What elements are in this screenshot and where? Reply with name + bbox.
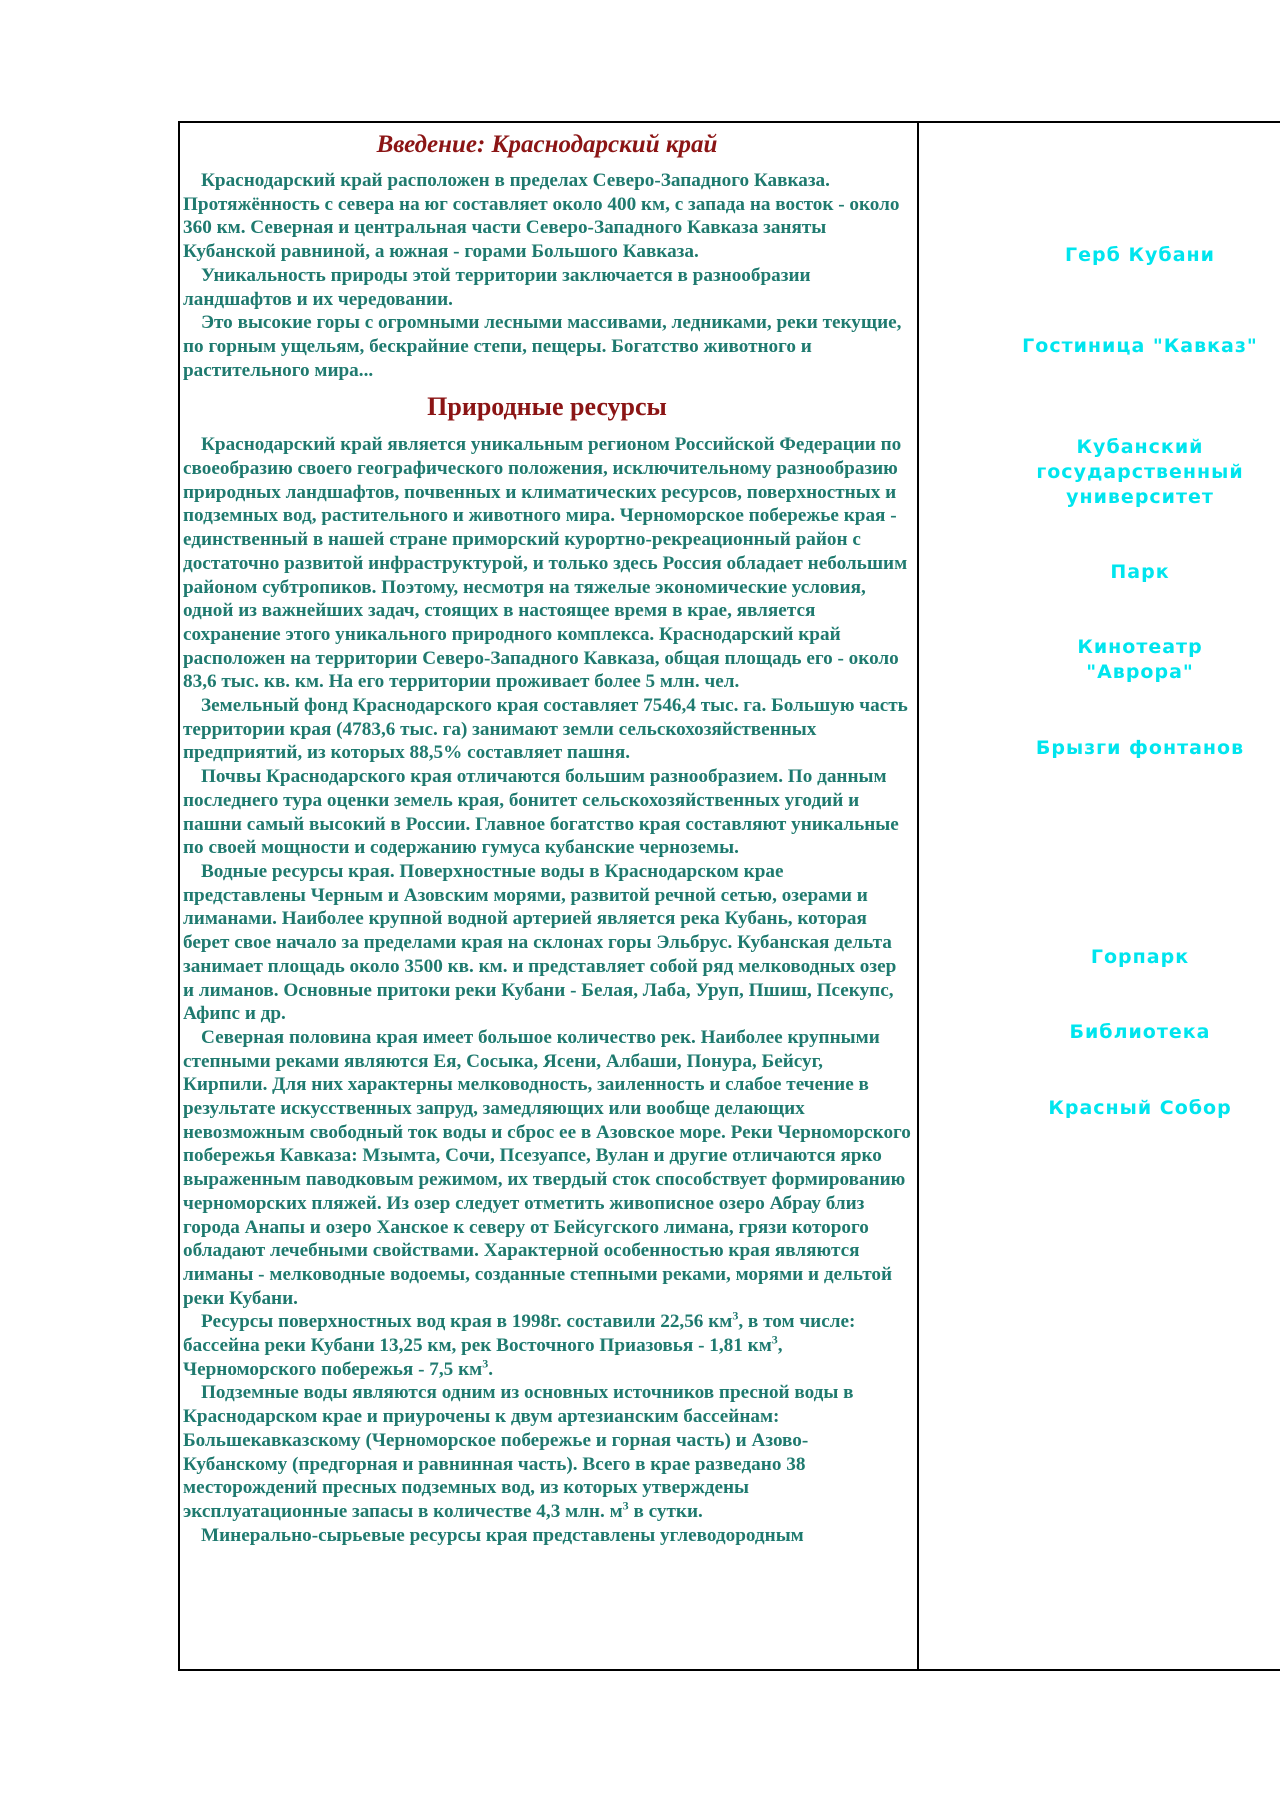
- surface-water-paragraph: Ресурсы поверхностных вод края в 1998г. составили 22,56 $км^3$, в том числе: бассейна реки Кубани 13,25 км, рек Восточного Приазовья - 1,81 $км^3$, Черноморского побережья - 7,5 $км^3$.: [183, 1308, 856, 1380]
- link-library[interactable]: Библиотека: [1069, 1021, 1211, 1043]
- intro-paragraph: Это высокие горы с огромными лесными массивами, ледниками, реки текущие, по горным ущельям, бескрайние степи, пещеры. Богатство животного и растительного мира...: [183, 312, 902, 381]
- intro-title: Введение: Краснодарский край: [376, 131, 718, 158]
- link-park[interactable]: Парк: [1110, 561, 1170, 583]
- water-paragraph: Водные ресурсы края. Поверхностные воды в Краснодарском крае представлены Черным и Азовским морями, развитой речной сетью, озерами и лиманами. Наиболее крупной водной артерией является река Кубань, которая берет свое начало за пределами края на склонах горы Эльбрус. Кубанская дельта занимает площадь около 3500 кв. км. и представляет собой ряд мелководных озер и лиманов. Основные притоки реки Кубани - Белая, Лаба, Уруп, Пшиш, Псекупс, Афипс и др.: [183, 860, 897, 1025]
- groundwater-paragraph: Подземные воды являются одним из основных источников пресной воды в Краснодарском крае и приурочены к двум артезианским бассейнам: Большекавказскому (Черноморское побережье и горная часть) и Азово-Кубанскому (предгорная и равнинная часть). Всего в крае разведано 38 месторождений пресных подземных вод, из которых утверждены эксплуатационные запасы в количестве 4,3 млн. $м^3$ в сутки.: [183, 1382, 854, 1522]
- link-gorpark[interactable]: Горпарк: [1090, 946, 1190, 968]
- link-cinema-avrora[interactable]: Кинотеатр "Аврора": [1077, 636, 1203, 683]
- rivers-paragraph: Северная половина края имеет большое количество рек. Наиболее крупными степными реками являются Ея, Сосыка, Ясени, Албаши, Понура, Бейсуг, Кирпили. Для них характерны мелководность, заиленность и слабое течение в результате искусственных запруд, замедляющих или вообще делающих невозможным свободный ток воды и сброс ее в Азовское море. Реки Черноморского побережья Кавказа: Мзымта, Сочи, Псезуапсе, Вулан и другие отличаются ярко выраженным паводковым режимом, их твердый сток способствует формированию черноморских пляжей. Из озер следует отметить живописное озеро Абрау близ города Анапы и озеро Ханское к северу от Бейсугского лимана, грязи которого обладают лечебными свойствами. Характерной особенностью края являются лиманы - мелководные водоемы, созданные степными реками, морями и дельтой реки Кубани.: [183, 1026, 911, 1309]
- link-red-cathedral[interactable]: Красный Собор: [1048, 1097, 1232, 1119]
- intro-paragraph: Краснодарский край расположен в пределах Северо-Западного Кавказа. Протяжённость с севера на юг составляет около 400 км, с запада на восток - около 360 км. Северная и центральная части Северо-Западного Кавказа заняты Кубанской равниной, а южная - горами Большого Кавказа.: [183, 170, 900, 263]
- land-paragraph: Земельный фонд Краснодарского края составляет 7546,4 тыс. га. Большую часть территории края (4783,6 тыс. га) занимают земли сельскохозяйственных предприятий, из которых 88,5% составляет пашня.: [183, 695, 908, 764]
- column-divider: [917, 121, 919, 1671]
- main-text-column: [183, 128, 911, 1547]
- minerals-paragraph: Минерально-сырьевые ресурсы края представлены углеводородным: [201, 1524, 804, 1546]
- link-kuban-university[interactable]: Кубанский государственный университет: [1036, 436, 1244, 508]
- resources-title: Природные ресурсы: [427, 392, 667, 422]
- link-gerb-kubani[interactable]: Герб Кубани: [1065, 244, 1215, 266]
- resources-paragraph: Краснодарский край является уникальным регионом Российской Федерации по своеобразию своего географического положения, исключительному разнообразию природных ландшафтов, почвенных и климатических ресурсов, поверхностных и подземных вод, растительного и животного мира. Черноморское побережье края - единственный в нашей стране приморский курортно-рекреационный район с достаточно развитой инфраструктурой, и только здесь Россия обладает небольшим районом субтропиков. Поэтому, несмотря на тяжелые экономические условия, одной из важнейших задач, стоящих в настоящее время в крае, является сохранение этого уникального природного комплекса. Краснодарский край расположен на территории Северо-Западного Кавказа, общая площадь его - около 83,6 тыс. кв. км. На его территории проживает более 5 млн. чел.: [183, 434, 908, 693]
- link-hotel-kavkaz[interactable]: Гостиница "Кавказ": [1022, 335, 1258, 357]
- intro-paragraph: Уникальность природы этой территории заключается в разнообразии ландшафтов и их чередовании.: [183, 264, 811, 310]
- soil-paragraph: Почвы Краснодарского края отличаются большим разнообразием. По данным последнего тура оценки земель края, бонитет сельскохозяйственных угодий и пашни самый высокий в России. Главное богатство края составляют уникальные по своей мощности и содержанию гумуса кубанские черноземы.: [183, 766, 899, 859]
- link-fountains[interactable]: Брызги фонтанов: [1035, 737, 1245, 759]
